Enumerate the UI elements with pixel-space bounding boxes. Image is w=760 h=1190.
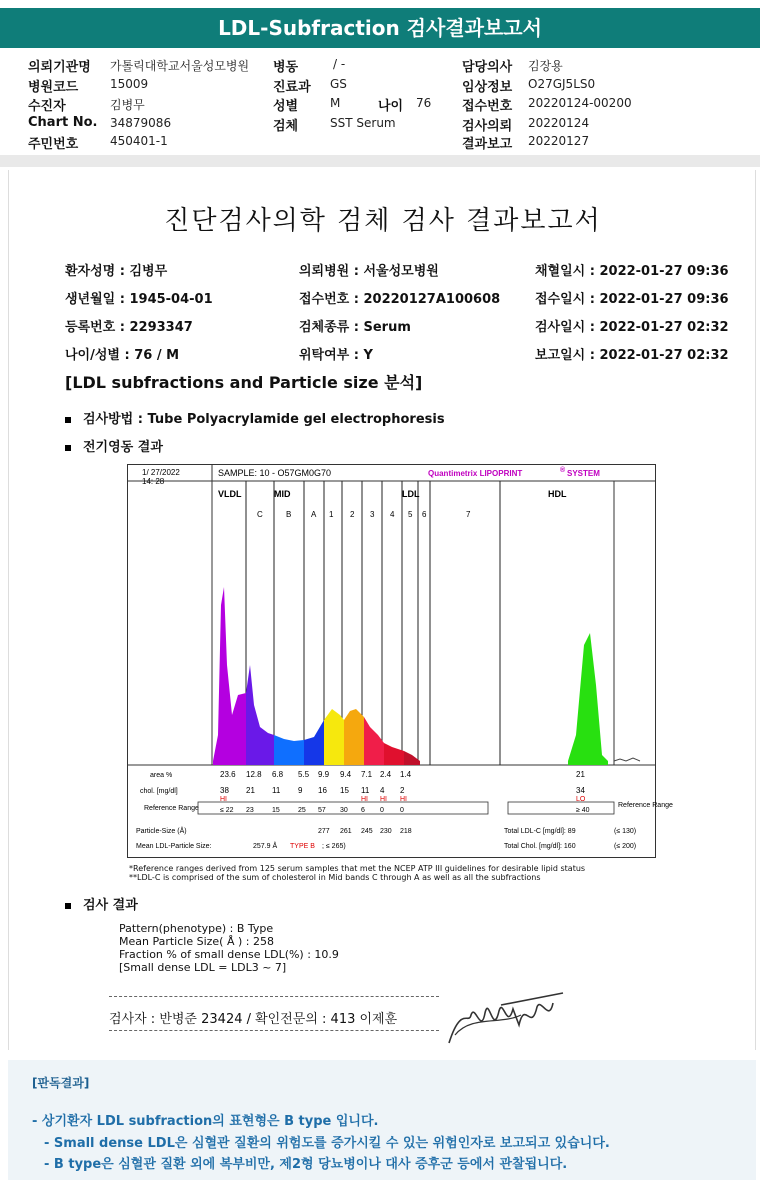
cell-area: 9.9 — [318, 770, 330, 779]
cell-chol: 11 — [361, 786, 370, 795]
cell-ref: 6 — [361, 807, 365, 814]
cell-size: 261 — [340, 828, 352, 835]
cell-chol: 9 — [298, 786, 303, 795]
result-line: Mean Particle Size( Å ) : 258 — [119, 935, 274, 948]
mean-type: TYPE B — [290, 843, 315, 850]
divider — [109, 996, 439, 997]
cell-ref: 57 — [318, 807, 326, 814]
hdr-label: 병동 — [273, 60, 299, 75]
cell-chol: 38 — [220, 786, 229, 795]
chart-brand-suffix: SYSTEM — [567, 469, 600, 478]
cell-size: 218 — [400, 828, 412, 835]
hdr-value: / - — [333, 57, 346, 71]
signature-line: 검사자 : 반병준 23424 / 확인전문의 : 413 이제훈 — [109, 1012, 398, 1027]
hdr-label: 임상정보 — [462, 80, 513, 95]
patient-info: 의뢰병원 : 서울성모병원 — [299, 264, 439, 279]
hdr-value: 450401-1 — [110, 134, 168, 148]
chart-brand: Quantimetrix LIPOPRINT — [428, 469, 523, 478]
cell-chol: 16 — [318, 786, 327, 795]
band-label: 7 — [466, 510, 471, 519]
band-label: 4 — [390, 510, 395, 519]
cell-size: 245 — [361, 828, 373, 835]
reference-notes — [129, 864, 585, 882]
hdr-label: 담당의사 — [462, 60, 513, 75]
cell-ref: 30 — [340, 807, 348, 814]
region-label: MID — [274, 489, 291, 499]
judgement-line: - 상기환자 LDL subfraction의 표현형은 B type 입니다. — [32, 1114, 379, 1129]
chart-time: 14: 28 — [142, 477, 165, 486]
cell-ref: 15 — [272, 807, 280, 814]
mean-size: 257.9 Å — [253, 843, 278, 850]
patient-info: 채혈일시 : 2022-01-27 09:36 — [535, 264, 729, 279]
band-area-HDL — [568, 633, 608, 765]
band-label: 6 — [422, 510, 427, 519]
judgement-title: [판독결과] — [32, 1076, 90, 1090]
band-label: 3 — [370, 510, 375, 519]
separator — [0, 155, 760, 167]
hdr-value: 김장용 — [528, 59, 563, 73]
hdr-label: 의뢰기관명 — [28, 60, 91, 75]
row-label-size: Particle-Size (Å) — [136, 828, 187, 835]
total-chol-ref: (≤ 200) — [614, 843, 637, 850]
band-area-C — [246, 665, 274, 765]
region-label: VLDL — [218, 489, 242, 499]
band-area-3 — [364, 717, 384, 765]
report-title-bar: LDL-Subfraction 검사결과보고서 — [0, 8, 760, 48]
bullet-icon — [65, 417, 71, 423]
hdr-value: O27GJ5LS0 — [528, 77, 596, 91]
hdr-value: 20220124-00200 — [528, 96, 632, 110]
hdr-value: 34879086 — [110, 116, 172, 130]
band-area-2 — [344, 709, 364, 765]
band-label: B — [286, 510, 292, 519]
hdr-value: 20220127 — [528, 134, 590, 148]
cell-flag: LO — [576, 796, 586, 803]
ref-right-label: Reference Range — [618, 802, 673, 809]
cell-chol: 4 — [380, 786, 385, 795]
request-header — [0, 52, 760, 152]
hdr-value: 김병무 — [110, 98, 145, 112]
mean-ref: ; ≤ 265) — [322, 843, 346, 850]
region-label: LDL — [402, 489, 420, 499]
hdr-value: SST Serum — [330, 116, 396, 130]
hdr-value: 가톨릭대학교서울성모병원 — [110, 59, 250, 73]
cell-area: 12.8 — [246, 770, 262, 779]
cell-flag: HI — [400, 796, 407, 803]
patient-info: 검체종류 : Serum — [299, 320, 411, 335]
judgement-panel — [8, 1060, 756, 1180]
result-line: Fraction % of small dense LDL(%) : 10.9 — [119, 948, 339, 961]
result-line: [Small dense LDL = LDL3 ~ 7] — [119, 961, 287, 974]
hdr-label: 주민번호 — [28, 137, 79, 152]
cell-ref: ≤ 22 — [220, 807, 234, 814]
result-line: Pattern(phenotype) : B Type — [119, 922, 274, 935]
cell-area: 9.4 — [340, 770, 352, 779]
total-ldl: Total LDL-C [mg/dl]: 89 — [504, 828, 576, 835]
results-block — [119, 922, 339, 974]
report-sheet — [8, 170, 756, 1050]
cell-ref: 25 — [298, 807, 306, 814]
cell-flag: HI — [220, 796, 227, 803]
section-title: [LDL subfractions and Particle size 분석] — [65, 373, 423, 392]
hdr-label: 검사의뢰 — [462, 119, 513, 134]
electro-bullet — [65, 436, 163, 455]
band-area-VLDL — [213, 587, 246, 765]
cell-area: 2.4 — [380, 770, 392, 779]
patient-info: 보고일시 : 2022-01-27 02:32 — [535, 348, 729, 363]
hdr-label: 접수번호 — [462, 99, 513, 114]
electrophoresis-chart — [127, 464, 673, 858]
note-line: **LDL-C is comprised of the sum of cholesterol in Mid bands C through A as well as all the subfractions — [129, 873, 541, 882]
patient-info: 생년월일 : 1945-04-01 — [65, 292, 213, 307]
cell-size: 230 — [380, 828, 392, 835]
chart-date: 1/ 27/2022 — [142, 468, 180, 477]
cell-flag: HI — [380, 796, 387, 803]
hdr-label: 성별 — [273, 99, 299, 114]
cell-chol: 34 — [576, 786, 585, 795]
cell-chol: 2 — [400, 786, 405, 795]
hdr-label: 검체 — [273, 119, 299, 134]
method-bullet — [65, 408, 445, 427]
band-area-4 — [384, 743, 404, 765]
patient-info: 나이/성별 : 76 / M — [65, 348, 180, 363]
region-label: HDL — [548, 489, 567, 499]
band-label: C — [257, 510, 263, 519]
electro-label: 전기영동 결과 — [83, 440, 163, 455]
patient-info: 위탁여부 : Y — [299, 348, 373, 363]
row-label-mean: Mean LDL-Particle Size: — [136, 843, 212, 850]
hdr-label: Chart No. — [28, 115, 98, 130]
cell-chol: 11 — [272, 786, 281, 795]
hdr-value: M — [330, 96, 341, 110]
method-text: 검사방법 : Tube Polyacrylamide gel electrophoresis — [83, 412, 445, 427]
cell-area: 21 — [576, 770, 585, 779]
results-label: 검사 결과 — [83, 898, 138, 913]
band-area-1 — [324, 709, 344, 765]
cell-ref: 0 — [380, 807, 384, 814]
patient-info: 환자성명 : 김병무 — [65, 264, 168, 279]
total-chol: Total Chol. [mg/dl]: 160 — [504, 843, 576, 850]
cell-ref: 0 — [400, 807, 404, 814]
cell-ref: 23 — [246, 807, 254, 814]
electrophoresis-svg — [128, 465, 673, 857]
report-title: 진단검사의학 검체 검사 결과보고서 — [164, 206, 602, 236]
row-label-area: area % — [150, 772, 173, 779]
divider — [109, 1030, 439, 1031]
hdr-value: 76 — [416, 96, 432, 110]
cell-chol: 21 — [246, 786, 255, 795]
patient-info: 접수번호 : 20220127A100608 — [299, 292, 501, 307]
band-area-A — [304, 720, 324, 765]
cell-area: 1.4 — [400, 770, 412, 779]
bullet-icon — [65, 903, 71, 909]
hdr-label: 결과보고 — [462, 137, 513, 152]
hdr-value: 15009 — [110, 77, 149, 91]
row-label-chol: chol. [mg/dl] — [140, 788, 178, 795]
patient-info: 등록번호 : 2293347 — [65, 320, 193, 335]
patient-info: 검사일시 : 2022-01-27 02:32 — [535, 320, 729, 335]
hdr-value: 20220124 — [528, 116, 590, 130]
hdr-value: GS — [330, 77, 347, 91]
total-ldl-ref: (≤ 130) — [614, 828, 637, 835]
hdr-label: 나이 — [378, 99, 404, 114]
patient-info: 접수일시 : 2022-01-27 09:36 — [535, 292, 729, 307]
hdr-label: 병원코드 — [28, 80, 79, 95]
cell-area: 6.8 — [272, 770, 284, 779]
signature-image — [441, 985, 571, 1050]
band-label: A — [311, 510, 317, 519]
cell-chol: 15 — [340, 786, 349, 795]
band-label: 1 — [329, 510, 334, 519]
band-area-B — [274, 735, 304, 765]
results-bullet — [65, 894, 138, 913]
chart-tail-line — [614, 758, 640, 761]
judgement-line: - B type은 심혈관 질환 외에 복부비만, 제2형 당뇨병이나 대사 증후군 등에서 관찰됩니다. — [44, 1157, 568, 1172]
note-line: *Reference ranges derived from 125 serum samples that met the NCEP ATP III guidelines for desirable lipid status — [129, 864, 586, 873]
cell-size: 277 — [318, 828, 330, 835]
hdr-label: 수진자 — [28, 99, 66, 114]
band-label: 5 — [408, 510, 413, 519]
ref-box-right — [508, 802, 614, 814]
cell-flag: HI — [361, 796, 368, 803]
hdr-label: 진료과 — [273, 80, 311, 95]
row-label-ref: Reference Range — [144, 805, 199, 812]
chart-brand-reg: ® — [560, 467, 566, 474]
cell-area: 7.1 — [361, 770, 373, 779]
chart-sample: SAMPLE: 10 - O57GM0G70 — [218, 468, 332, 478]
cell-area: 5.5 — [298, 770, 310, 779]
band-label: 2 — [350, 510, 355, 519]
cell-area: 23.6 — [220, 770, 236, 779]
bullet-icon — [65, 445, 71, 451]
judgement-line: - Small dense LDL은 심혈관 질환의 위험도를 증가시킬 수 있는 위험인자로 보고되고 있습니다. — [44, 1136, 610, 1151]
cell-ref: ≥ 40 — [576, 807, 590, 814]
